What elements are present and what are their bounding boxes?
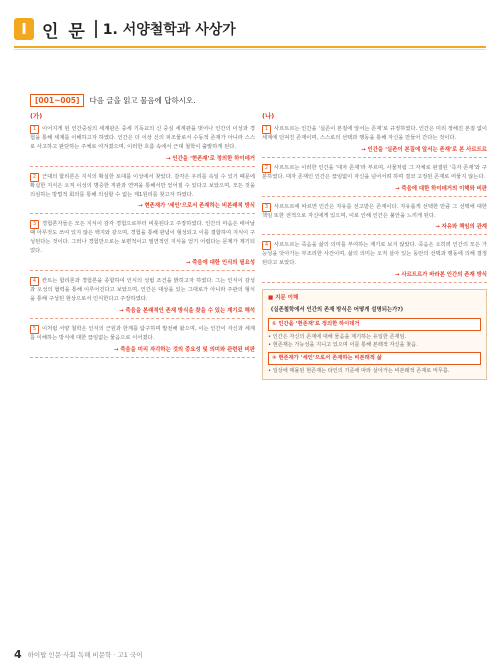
paragraph-summary: → 자유와 책임의 관계 <box>262 223 487 235</box>
paragraph <box>30 277 255 304</box>
paragraph-number: 4 <box>262 241 271 250</box>
page-number: 4 <box>14 648 22 661</box>
paragraph-number: 2 <box>262 164 271 173</box>
header-rule <box>14 46 486 48</box>
footer-text: 하이탑 인문·사회 독해 비문학 · 고1 국어 <box>27 651 143 659</box>
summary-box-title: ■ 지문 이해 <box>268 295 299 302</box>
paragraph <box>30 325 255 343</box>
summary-step: ① 인간을 ‘현존재’로 정의한 하이데거 <box>268 318 481 331</box>
passage-tag: (가) <box>30 112 43 120</box>
summary-box-question: 《실존철학에서 인간의 존재 방식은 어떻게 설명되는가?》 <box>268 306 406 313</box>
paragraph-number: 2 <box>30 173 39 182</box>
summary-step: ② 현존재가 ‘세인’으로서 존재하는 비본래적 삶 <box>268 352 481 365</box>
paragraph-summary: → 죽음에 대한 인식의 필요성 <box>30 259 255 271</box>
passage-na <box>262 112 487 380</box>
paragraph <box>30 173 255 200</box>
header-rule-sub <box>14 49 486 50</box>
paragraph-text: 사르트르는 죽음을 삶의 의미를 부여하는 계기로 보지 않았다. 죽음은 오히려 인간의 모든 가능성을 앗아가는 부조리한 사건이며, 삶의 의미는 오직 살아 있는 동안의 선택과 행동에 의해 결정된다고 보았다. <box>262 242 487 267</box>
paragraph <box>262 125 487 143</box>
chapter-title: 1. 서양철학과 사상가 <box>102 22 236 38</box>
paragraph-summary: → 현존재가 ‘세인’으로서 존재하는 비본래적 방식 <box>30 202 255 214</box>
page-header <box>14 16 236 42</box>
question-range: [001~005] <box>30 94 84 107</box>
paragraph-text: 근대의 합리론은 지식의 확실한 토대를 이성에서 찾았다. 감각은 우리를 속일 수 있기 때문에 확실한 지식은 오직 이성의 명증한 직관과 연역을 통해서만 얻어질 수 있다고 보았으며, 모든 것을 의심하는 방법적 회의를 통해 의심할 수 없는 제1원리를 찾고자 하였다. <box>30 173 255 198</box>
paragraph <box>262 164 487 182</box>
summary-bullet: • 인간은 자신의 존재에 대해 물음을 제기하는 유일한 존재임. <box>268 333 407 340</box>
paragraph-summary: → 죽음을 미리 자각하는 것의 중요성 및 의미와 관련된 비판 <box>30 346 255 358</box>
paragraph-number: 3 <box>262 203 271 212</box>
paragraph-summary: → 사르트르가 바라본 인간의 존재 방식 <box>262 271 487 283</box>
paragraph <box>262 241 487 268</box>
paragraph-number: 1 <box>30 125 39 134</box>
paragraph <box>30 125 255 152</box>
paragraph <box>262 203 487 221</box>
paragraph-summary: → 인간을 ‘실존이 본질에 앞서는 존재’로 본 사르트르 <box>262 146 487 158</box>
page-footer <box>14 648 143 661</box>
paragraph-summary: → 죽음을 본래적인 존재 방식을 찾을 수 있는 계기로 해석 <box>30 307 255 319</box>
paragraph-summary: → 죽음에 대한 하이데거의 이해와 비판 <box>262 185 487 197</box>
question-header <box>30 94 196 107</box>
section-roman-badge: I <box>14 18 34 40</box>
paragraph-text: 이처럼 서양 철학은 인식의 근원과 한계를 탐구하며 발전해 왔으며, 이는 인간이 자신과 세계를 이해하는 방식에 대한 끊임없는 물음으로 이어졌다. <box>30 325 255 341</box>
passage-tag: (나) <box>262 112 275 120</box>
paragraph-text: 칸트는 합리론과 경험론을 종합하여 인식의 성립 조건을 밝히고자 하였다. 그는 인식이 감성과 오성의 협력을 통해 이루어진다고 보았으며, 인간은 대상을 있는 그대로가 아니라 주관의 형식을 통해 구성된 현상으로서 인식한다고 주장하였다. <box>30 277 255 302</box>
paragraph-text: 경험론자들은 모든 지식이 감각 경험으로부터 비롯된다고 주장하였다. 인간의 마음은 태어날 때 아무것도 쓰여 있지 않은 백지와 같으며, 경험을 통해 관념이 형성되고 이를 결합하여 지식이 구성된다는 것이다. 그러나 경험만으로는 보편적이고 필연적인 지식을 얻기 어렵다는 문제가 제기되었다. <box>30 221 255 255</box>
passage-summary-box <box>262 289 487 380</box>
question-instruction: 다음 글을 읽고 물음에 답하시오. <box>89 96 196 105</box>
paragraph-text: 사르트르는 이러한 인간을 ‘대자 존재’라 부르며, 사물처럼 그 자체로 완결된 ‘즉자 존재’와 구분하였다. 대자 존재인 인간은 끊임없이 자신을 넘어서려 하며 결코 고정된 존재로 머물지 않는다. <box>262 164 487 180</box>
paragraph-number: 1 <box>262 125 271 134</box>
summary-bullet: • 일상에 매몰된 현존재는 타인의 기준에 따라 살아가는 비본래적 존재로 머무름. <box>268 367 450 374</box>
paragraph-text: 이어지게 된 인간중심의 세계관은 중세 기독교의 신 중심 세계관을 벗어나 인간의 이성과 경험을 통해 세계를 이해하고자 하였다. 인간은 더 이상 신의 피조물로서 수동적 존재가 아니라 스스로 사고하고 판단하는 주체로 여겨졌으며, 이러한 흐름 속에서 근대 철학이 출발하게 된다. <box>30 125 255 150</box>
paragraph-text: 사르트르에 따르면 인간은 자유를 선고받은 존재이다. 자유롭게 선택한 만큼 그 선택에 대한 책임 또한 전적으로 자신에게 있으며, 이로 인해 인간은 불안을 느끼게 된다. <box>262 203 487 219</box>
paragraph <box>30 220 255 256</box>
paragraph-number: 3 <box>30 220 39 229</box>
paragraph-summary: → 인간을 ‘현존재’로 정의한 하이데거 <box>30 155 255 167</box>
summary-bullet: • 현존재는 가능성을 지니고 있으며 이를 통해 본래적 자신을 찾음. <box>268 341 418 348</box>
paragraph-number: 5 <box>30 325 39 334</box>
header-divider <box>95 20 97 38</box>
section-title: 인 문 <box>42 21 87 42</box>
paragraph-number: 4 <box>30 277 39 286</box>
paragraph-text: 사르트르는 인간을 ‘실존이 본질에 앞서는 존재’로 규정하였다. 인간은 미리 정해진 본질 없이 세계에 던져진 존재이며, 스스로의 선택과 행동을 통해 자신을 만들어 간다는 것이다. <box>262 125 487 141</box>
passage-ga <box>30 112 255 364</box>
